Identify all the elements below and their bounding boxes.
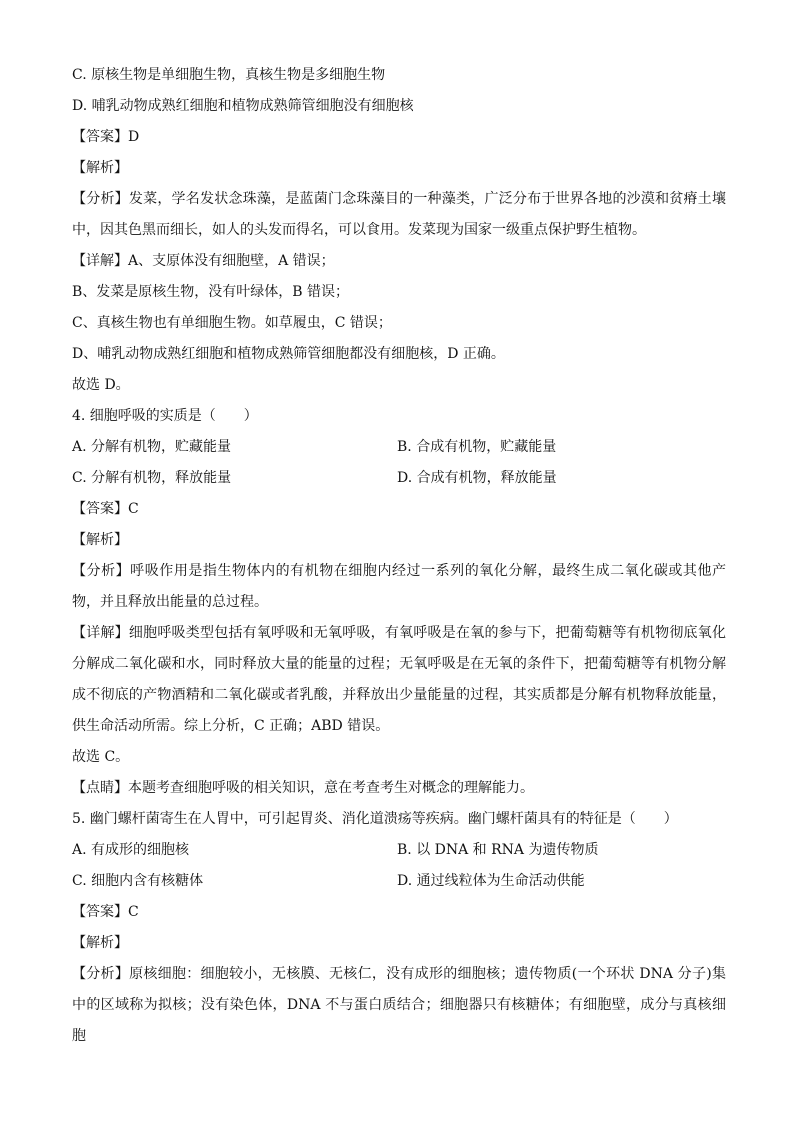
q4-answer: 【答案】C — [72, 501, 139, 517]
q4-option-a: A. 分解有机物，贮藏能量 — [72, 439, 232, 455]
q4-analysis: 【分析】呼吸作用是指生物体内的有机物在细胞内经过一系列的氧化分解，最终生成二氧化碳或其他产物，并且释放出能量的总过程。 — [72, 563, 726, 610]
q5-option-b: B. 以 DNA 和 RNA 为遗传物质 — [397, 842, 599, 858]
q5-option-a: A. 有成形的细胞核 — [72, 842, 190, 858]
q4-options-row-1 — [72, 432, 726, 463]
q5-jiexi-heading: 【解析】 — [72, 935, 128, 951]
q3-detail-a: 【详解】A、支原体没有细胞壁，A 错误； — [72, 253, 335, 269]
q5-analysis: 【分析】原核细胞：细胞较小，无核膜、无核仁，没有成形的细胞核；遗传物质(一个环状 DNA 分子)集中的区域称为拟核；没有染色体，DNA 不与蛋白质结合；细胞器只有核糖体；有细胞壁，成分与真核细胞 — [72, 966, 726, 1044]
q3-conclusion: 故选 D。 — [72, 377, 130, 393]
q5-answer: 【答案】C — [72, 904, 139, 920]
q3-jiexi-heading: 【解析】 — [72, 160, 128, 176]
q3-analysis: 【分析】发菜，学名发状念珠藻，是蓝菌门念珠藻目的一种藻类，广泛分布于世界各地的沙漠和贫瘠土壤中，因其色黑而细长，如人的头发而得名，可以食用。发菜现为国家一级重点保护野生植物。 — [72, 191, 726, 238]
q4-options-row-2 — [72, 463, 726, 494]
q3-option-d: D. 哺乳动物成熟红细胞和植物成熟筛管细胞没有细胞核 — [72, 98, 414, 114]
q5-options-row-2 — [72, 866, 726, 897]
q5-options-row-1 — [72, 835, 726, 866]
q5-option-d: D. 通过线粒体为生命活动供能 — [397, 873, 585, 889]
q5-option-c: C. 细胞内含有核糖体 — [72, 873, 204, 889]
q4-option-b: B. 合成有机物，贮藏能量 — [397, 439, 557, 455]
q3-answer: 【答案】D — [72, 129, 140, 145]
q4-conclusion: 故选 C。 — [72, 749, 130, 765]
q5-stem: 5. 幽门螺杆菌寄生在人胃中，可引起胃炎、消化道溃疡等疾病。幽门螺杆菌具有的特征是（ ） — [72, 811, 678, 827]
q3-detail-d: D、哺乳动物成熟红细胞和植物成熟筛管细胞都没有细胞核，D 正确。 — [72, 346, 505, 362]
q3-option-c: C. 原核生物是单细胞生物，真核生物是多细胞生物 — [72, 67, 386, 83]
q4-comment: 【点睛】本题考查细胞呼吸的相关知识，意在考查考生对概念的理解能力。 — [72, 780, 534, 796]
q3-detail-b: B、发菜是原核生物，没有叶绿体，B 错误； — [72, 284, 350, 300]
q3-detail-c: C、真核生物也有单细胞生物。如草履虫，C 错误； — [72, 315, 392, 331]
q4-stem: 4. 细胞呼吸的实质是（ ） — [72, 408, 258, 424]
document-page — [72, 60, 726, 1052]
q4-jiexi-heading: 【解析】 — [72, 532, 128, 548]
q4-option-d: D. 合成有机物，释放能量 — [397, 470, 557, 486]
q4-detail: 【详解】细胞呼吸类型包括有氧呼吸和无氧呼吸，有氧呼吸是在氧的参与下，把葡萄糖等有机物彻底氧化分解成二氧化碳和水，同时释放大量的能量的过程；无氧呼吸是在无氧的条件下，把葡萄糖等有机物分解成不彻底的产物酒精和二氧化碳或者乳酸，并释放出少量能量的过程，其实质都是分解有机物释放能量，供生命活动所需。综上分析，C 正确；ABD 错误。 — [72, 625, 726, 734]
q4-option-c: C. 分解有机物，释放能量 — [72, 470, 232, 486]
